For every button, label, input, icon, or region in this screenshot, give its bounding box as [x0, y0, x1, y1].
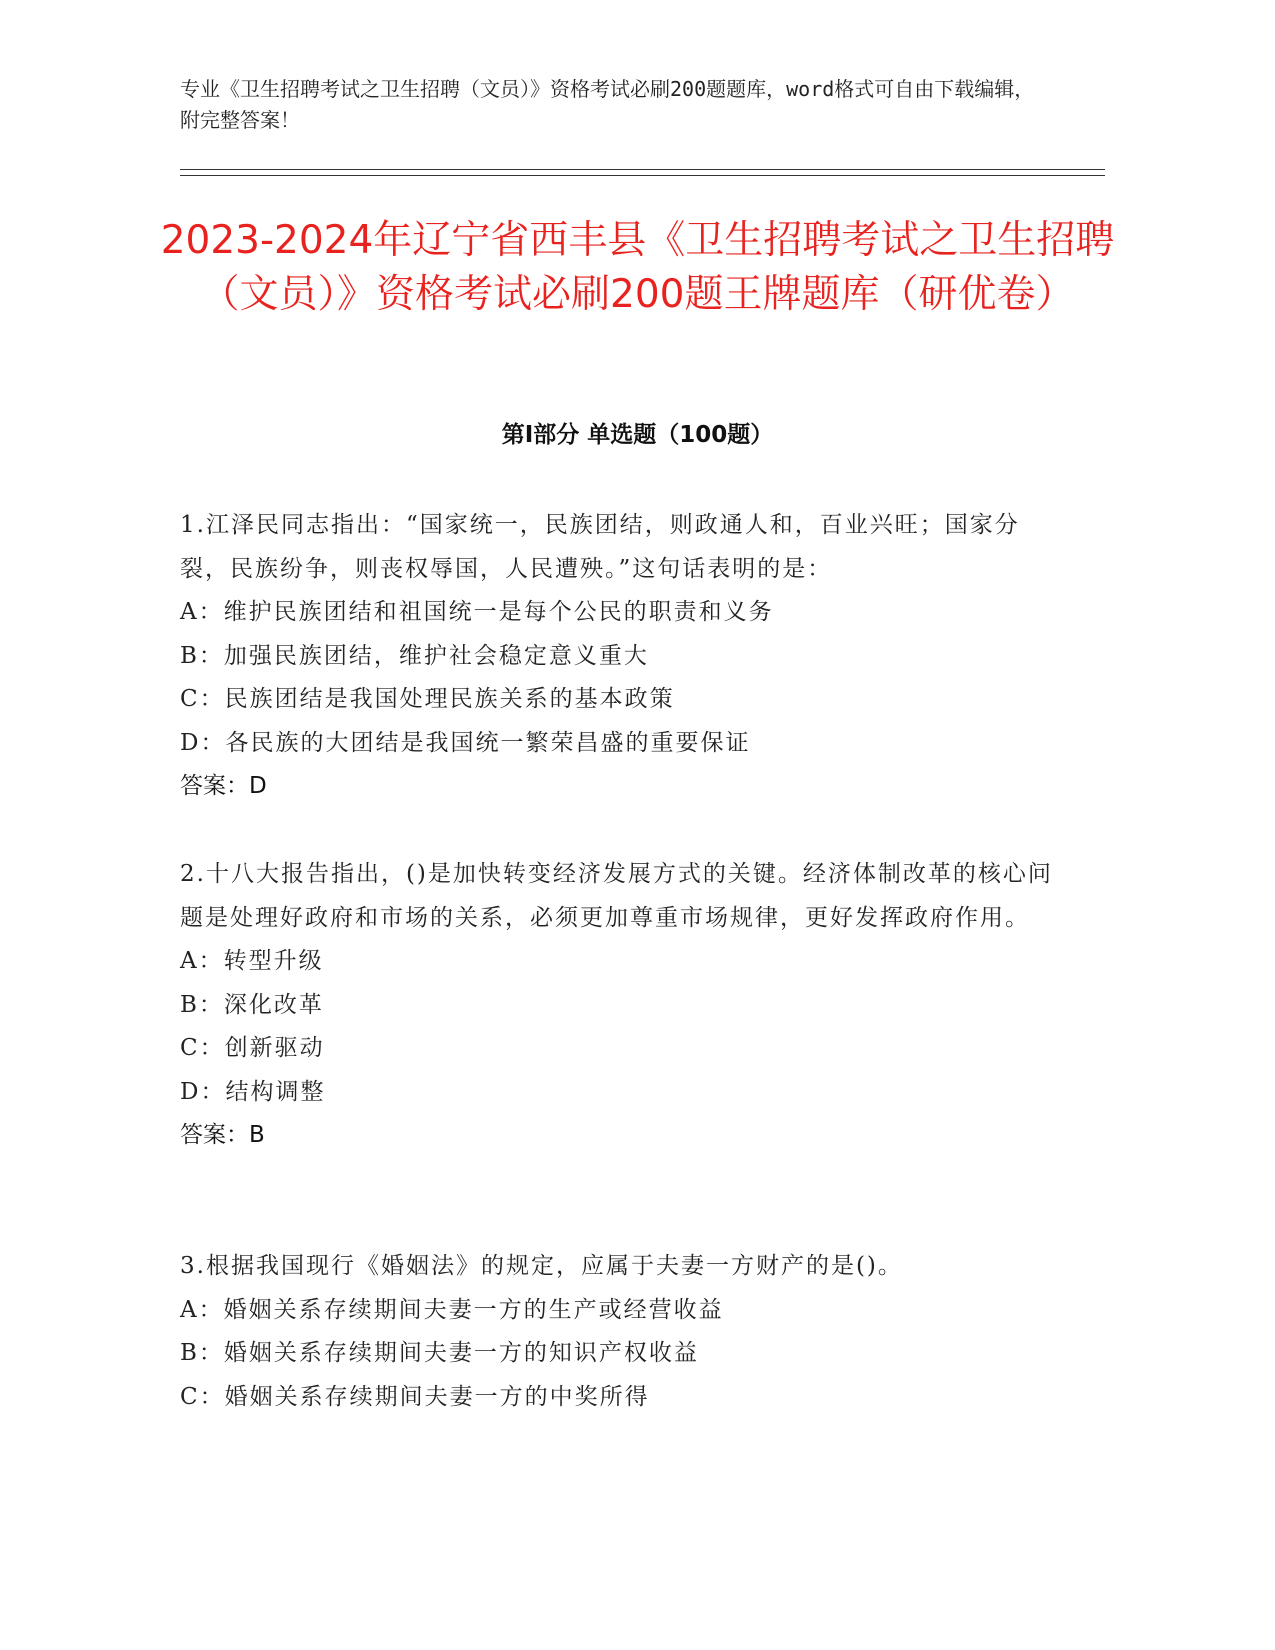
option-c: C：创新驱动 [180, 1035, 325, 1061]
document-title: 2023-2024年辽宁省西丰县《卫生招聘考试之卫生招聘（文员）》资格考试必刷200题王牌题库（研优卷） [160, 218, 1115, 317]
question-text: 2.十八大报告指出，()是加快转变经济发展方式的关键。经济体制改革的核心问题是处理好政府和市场的关系，必须更加尊重市场规律，更好发挥政府作用。 [180, 861, 1053, 931]
question-text: 1.江泽民同志指出：“国家统一，民族团结，则政通人和，百业兴旺；国家分裂，民族纷争，则丧权辱国，人民遭殃。”这句话表明的是： [180, 512, 1020, 582]
header-rule-top [180, 169, 1105, 170]
option-c: C：婚姻关系存续期间夫妻一方的中奖所得 [180, 1383, 650, 1410]
option-b: B：深化改革 [180, 991, 324, 1018]
option-d: D：各民族的大团结是我国统一繁荣昌盛的重要保证 [180, 729, 751, 756]
question-1 [180, 504, 1060, 809]
header-rule-bottom [180, 175, 1105, 176]
option-a: A：维护民族团结和祖国统一是每个公民的职责和义务 [180, 599, 774, 625]
option-a: A：婚姻关系存续期间夫妻一方的生产或经营收益 [180, 1296, 724, 1323]
answer: 答案：D [180, 773, 267, 799]
option-d: D：结构调整 [180, 1078, 326, 1105]
option-b: B：加强民族团结，维护社会稳定意义重大 [180, 642, 649, 669]
question-2 [180, 853, 1060, 1158]
question-3 [180, 1245, 1060, 1419]
answer: 答案：B [180, 1122, 265, 1148]
question-text: 3.根据我国现行《婚姻法》的规定，应属于夫妻一方财产的是()。 [180, 1253, 903, 1279]
section-heading: 第Ⅰ部分 单选题（100题） [501, 422, 774, 448]
header-note: 专业《卫生招聘考试之卫生招聘（文员）》资格考试必刷200题题库，word格式可自由下载编辑，附完整答案！ [180, 77, 1035, 132]
option-b: B：婚姻关系存续期间夫妻一方的知识产权收益 [180, 1340, 699, 1366]
option-a: A：转型升级 [180, 948, 324, 974]
option-c: C：民族团结是我国处理民族关系的基本政策 [180, 686, 675, 712]
